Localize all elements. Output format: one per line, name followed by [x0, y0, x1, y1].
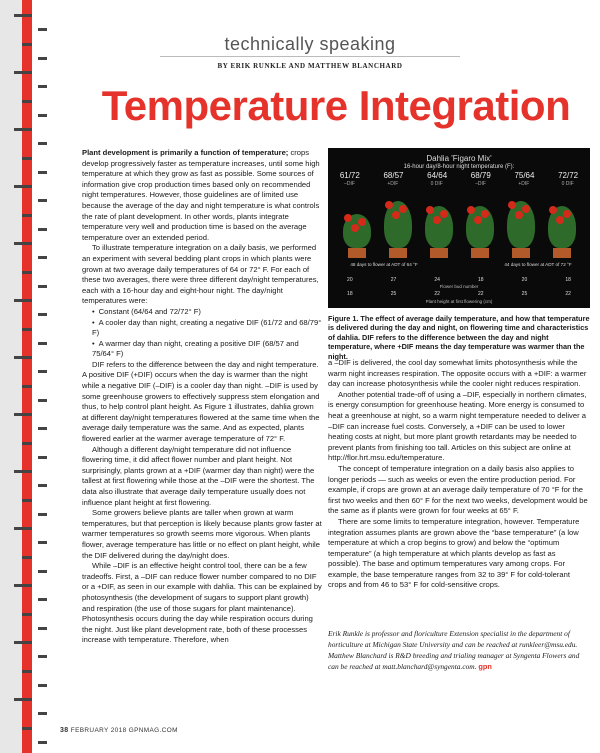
thermometer-tick — [38, 712, 47, 715]
flower — [358, 218, 366, 226]
temperature-list — [82, 307, 322, 360]
bud-value: 18 — [565, 277, 571, 283]
left-caption: 48 days to flower at ADT of 64 °F — [350, 262, 418, 267]
thermometer-tick — [38, 256, 47, 259]
paragraph-1-body: crops develop progressively faster as temperature increases, until some high temperature at which they grow as fast as possible. Some sources of information give crop production times based only on recommended night temperatures. However, those guidelines are of limited use because the average of the day and night temperature is what controls the rate of plant development. In other words, plants integrate temperature very well and production time is based on the average temperature over an extended period. — [82, 148, 320, 242]
temp-label: 64/64 — [427, 171, 448, 180]
dahlia-plant — [342, 214, 372, 258]
pot — [348, 248, 366, 258]
thermometer-tick — [38, 199, 47, 202]
paragraph-6: While –DIF is an effective height control tool, there can be a few tradeoffs. First, a –DIF can reduce flower number compared to no DIF or a +DIF, as seen in our example with dahlia. This can be explained by photosynthesis (the development of sugars to support plant growth) and respiration (the use of those sugars for plant maintenance). Photosynthesis occurs during the day while respiration occurs during the night. Just like plant development rate, both of these processes increase with temperature. Therefore, when — [82, 561, 322, 645]
section-rule — [160, 56, 460, 57]
pot — [512, 248, 530, 258]
pot — [471, 248, 489, 258]
thermometer-tick — [38, 285, 47, 288]
thermometer-tick — [14, 698, 32, 701]
flower — [481, 210, 489, 218]
thermometer-tick — [22, 100, 32, 103]
thermometer-tick — [38, 456, 47, 459]
flower — [556, 216, 564, 224]
flower — [426, 206, 434, 214]
thermometer-tick — [22, 271, 32, 274]
thermometer-tick — [14, 527, 32, 530]
thermometer-tick — [14, 356, 32, 359]
dahlia-plants — [336, 196, 582, 258]
thermometer-tick — [14, 14, 32, 17]
flower — [515, 211, 523, 219]
bud-value: 18 — [478, 277, 484, 283]
thermometer-tick — [22, 670, 32, 673]
dif-label: –DIF — [475, 181, 486, 187]
figure-caption: Figure 1. The effect of average daily temperature, and how that temperature is delivered during the day and night, on flowering time and characteristics of dahlia. DIF refers to the difference between the day and night temperature, where +DIF means the day temperature was warmer than the night. — [328, 314, 590, 361]
flower — [440, 210, 448, 218]
thermometer-tick — [38, 85, 47, 88]
paragraph-10: There are some limits to temperature integration, however. Temperature integration assumes plants are grown above the “base temperature” (a low temperature at which a crop begins to grow) and below the “optimum temperature” (a high temperature at which plants develop as fast as possible). The base and optimum temperatures vary among crops. For example, the base temperature ranges from 32 to 39° F for cold-tolerant crops and from 46 to 53° F for cold-sensitive crops. — [328, 516, 580, 590]
pot — [389, 248, 407, 258]
temp-label: 68/57 — [383, 171, 404, 180]
page-footer — [60, 727, 260, 734]
height-value: 18 — [347, 291, 353, 297]
thermometer-tick — [38, 513, 47, 516]
height-value: 22 — [478, 291, 484, 297]
thermometer-tick — [38, 570, 47, 573]
dahlia-plant — [547, 206, 577, 258]
dif-label: +DIF — [387, 181, 399, 187]
dif-label: 0 DIF — [430, 181, 443, 187]
paragraph-2: To illustrate temperature integration on a daily basis, we performed an experiment with several bedding plant crops in which plants were grown at two average daily temperatures of 64 or 72° F. For each of these two averages, there were three different day/night temperatures, each with a 16-hour day and eight-hour night. The day/night temperatures were: — [82, 243, 319, 306]
temp-label: 68/79 — [470, 171, 491, 180]
paragraph-9: The concept of temperature integration on a daily basis also applies to longer periods — such as weeks or even the entire production period. For example, if crops are grown at an average daily temperature of 70 °F for the first two weeks and then 60° F for the next two weeks, development would be the same as if plants were grown for four weeks at 65° F. — [328, 463, 588, 516]
thermometer-tick — [22, 499, 32, 502]
dahlia-plant — [424, 206, 454, 258]
height-value: 25 — [390, 291, 397, 297]
flower — [351, 224, 359, 232]
dahlia-plant — [383, 201, 413, 259]
flower — [399, 205, 407, 213]
thermometer-tick — [14, 584, 32, 587]
thermometer-tick — [38, 370, 47, 373]
paragraph-5: Some growers believe plants are taller when grown at warm temperatures, but that perception is likely because plants grow faster at warmer temperatures so growth seems more vigorous. When plants flower, average temperature has little or no effect on plant height, while the DIF delivered during the day/night does. — [82, 508, 322, 560]
thermometer-tick — [38, 142, 47, 145]
dahlia-plant — [465, 206, 495, 258]
plant-height-row — [328, 291, 590, 297]
flower — [385, 201, 393, 209]
thermometer-tick — [22, 613, 32, 616]
paragraph-4: Although a different day/night temperature did not influence flowering time, it did affect flower number and plant height. Not surprisingly, plants grown at a +DIF (warmer day than night) were the tallest at first flowering while those at the –DIF were the shortest. The data also illustrate that average daily temperature usually does not influence plant height at first flowering. — [82, 444, 315, 507]
lead-in: Plant development is primarily a function of temperature; — [82, 148, 289, 157]
dahlia-plant — [506, 201, 536, 259]
bud-value: 27 — [390, 277, 397, 283]
column-right — [328, 358, 590, 591]
temp-label: 75/64 — [514, 171, 535, 180]
section-label: technically speaking — [224, 34, 396, 54]
pot — [553, 248, 571, 258]
thermometer-tick — [38, 655, 47, 658]
thermometer-tick — [38, 313, 47, 316]
gpn-logo: gpn — [478, 662, 492, 671]
figure-difs — [328, 181, 590, 187]
thermometer-tick — [38, 28, 47, 31]
thermometer-tick — [38, 484, 47, 487]
thermometer-graphic — [0, 0, 60, 753]
thermometer-tick — [14, 185, 32, 188]
temp-label: 61/72 — [339, 171, 360, 180]
height-value: 22 — [434, 291, 440, 297]
thermometer-tick — [14, 470, 32, 473]
figure-photo — [328, 148, 590, 308]
thermometer-tick — [38, 171, 47, 174]
figure-subtitle: 16-hour day/8-hour night temperature (F): — [403, 164, 515, 170]
figure-temps — [328, 171, 590, 180]
thermometer-tick — [22, 157, 32, 160]
page-number: 38 — [60, 727, 69, 734]
flower-bud-label: Flower bud number — [439, 284, 479, 289]
paragraph-8: Another potential trade-off of using a –DIF, especially in northern climates, is energy consumption for greenhouse heating. More energy is consumed to heat a greenhouse at night, so a warm night temperature needed to deliver a –DIF can increase fuel costs. Conversely, a +DIF can be used to lower heating costs at night, but more plant growth retardants may be needed to prevent plants from finishing too tall. Articles on this subject are online at http://flor.hrt.msu.edu/temperature. — [328, 389, 587, 463]
flower — [433, 216, 441, 224]
flower — [392, 211, 400, 219]
flower-bud-row — [328, 277, 590, 283]
plant-height-label: Plant height at first flowering (cm) — [425, 299, 493, 304]
thermometer-tick — [22, 328, 32, 331]
thermometer-tick — [22, 556, 32, 559]
thermometer-tick — [14, 413, 32, 416]
thermometer-tick — [38, 427, 47, 430]
thermometer-tick — [38, 684, 47, 687]
thermometer-tick — [22, 214, 32, 217]
thermometer-tick — [22, 43, 32, 46]
thermometer-tick — [38, 399, 47, 402]
column-left — [82, 148, 322, 646]
byline: BY ERIK RUNKLE AND MATTHEW BLANCHARD — [217, 62, 403, 70]
thermometer-tick — [38, 342, 47, 345]
bud-value: 20 — [347, 277, 353, 283]
flower — [522, 205, 530, 213]
list-item: • A warmer day than night, creating a positive DIF (68/57 and 75/64° F) — [92, 339, 322, 360]
paragraph-3: DIF refers to the difference between the day and night temperature. A positive DIF (+DIF) occurs when the day is warmer than the night while a negative DIF (–DIF) is a cooler day than night. –DIF is used by some greenhouse growers to effectively suppress stem elongation and thus, to help control plant height. As Figure 1 illustrates, dahlia grown at different day/night temperatures flowered at the same time when the average daily temperature was the same. And as expected, plants flowered earlier at the warmer average temperature of 72° F. — [82, 359, 320, 444]
list-item: • A cooler day than night, creating a negative DIF (61/72 and 68/79° F) — [92, 318, 322, 339]
thermometer-tick — [14, 128, 32, 131]
thermometer-tick — [14, 299, 32, 302]
list-item: • Constant (64/64 and 72/72° F) — [92, 307, 322, 318]
article-title: Temperature Integration — [101, 82, 571, 129]
footer-info: FEBRUARY 2018 GPNMAG.COM — [70, 727, 178, 734]
flower — [344, 214, 352, 222]
paragraph-1 — [82, 148, 322, 243]
thermometer-tick — [14, 641, 32, 644]
thermometer-tick — [38, 114, 47, 117]
flower — [474, 216, 482, 224]
thermometer-tick — [38, 598, 47, 601]
height-value: 25 — [521, 291, 528, 297]
bud-value: 20 — [521, 277, 528, 283]
thermometer-tick — [22, 385, 32, 388]
bio-text: Erik Runkle is professor and floriculture Extension specialist in the department of horticulture at Michigan State University and can be reached at runkleer@msu.edu. Matthew Blanchard is R&D breeding and trialing manager at Syngenta Flowers and can be reached at matt.blanchard@syngenta.com. — [328, 629, 580, 671]
bud-value: 24 — [434, 277, 440, 283]
thermometer-tick — [22, 442, 32, 445]
figure-title: Dahlia 'Figaro Mix' — [426, 154, 492, 163]
flower — [467, 206, 475, 214]
flower — [508, 201, 516, 209]
flower — [549, 206, 557, 214]
thermometer-tick — [38, 741, 47, 744]
thermometer-tick — [38, 541, 47, 544]
thermometer-tick — [22, 727, 32, 730]
dif-label: +DIF — [518, 181, 530, 187]
thermometer-tick — [14, 242, 32, 245]
right-caption: 44 days to flower at ADT of 72 °F — [504, 262, 572, 267]
dif-label: –DIF — [344, 181, 355, 187]
author-bio — [328, 628, 590, 672]
thermometer-tick — [14, 71, 32, 74]
dif-label: 0 DIF — [561, 181, 574, 187]
pot — [430, 248, 448, 258]
height-value: 22 — [565, 291, 571, 297]
thermometer-tick — [38, 228, 47, 231]
flower — [563, 210, 571, 218]
paragraph-7: a –DIF is delivered, the cool day somewhat limits photosynthesis while the warm night increases respiration. The opposite occurs with a +DIF: a warmer day can increase photosynthesis while the cooler night reduces respiration. — [328, 358, 587, 389]
temp-label: 72/72 — [558, 171, 579, 180]
thermometer-tick — [38, 57, 47, 60]
thermometer-tick — [38, 627, 47, 630]
